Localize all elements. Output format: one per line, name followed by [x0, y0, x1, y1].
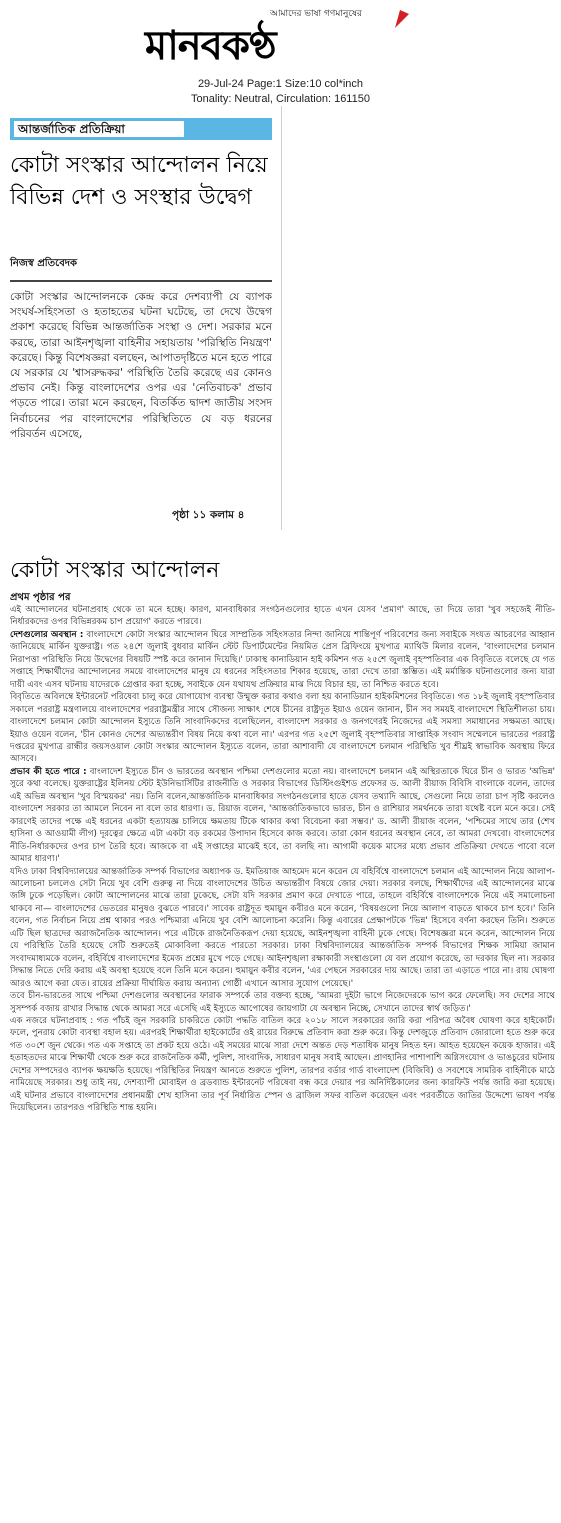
continuation-headline: কোটা সংস্কার আন্দোলন	[10, 558, 220, 583]
body-paragraph	[10, 629, 555, 691]
logo-flag-icon	[392, 8, 412, 30]
masthead	[0, 0, 561, 70]
continuation-label: প্রথম পৃষ্ঠার পর	[10, 592, 71, 603]
newspaper-tagline: আমাদের ভাষা গণমানুষের	[270, 9, 362, 19]
subheading: প্রভাব কী হতে পারে :	[10, 766, 87, 777]
body-paragraph: এই আন্দোলনের ঘটনাপ্রবাহ থেকে তা মনে হচ্ছে। কারণ, মানবাধিকার সংগঠনগুলোর হাতে এখন যেসব 'প্রমাণ' আছে, তা দিয়ে তারা 'খুব সহজেই নীতি-নির্ধারকদের ওপর বিভিন্নরকম চাপ প্রয়োগ' করতে পারবে।	[10, 605, 555, 628]
clipping-edge	[281, 106, 282, 530]
body-paragraph: বিবৃতিতে অবিলম্বে ইন্টারনেট পরিষেবা চালু করে যোগাযোগ ব্যবস্থা উন্মুক্ত করার কথাও বলা হয় কানাডিয়ান হাইকমিশনের বিবৃতিতে। গত ১৮ই জুলাই বৃহস্পতিবার সকালে পররাষ্ট্র মন্ত্রণালয়ে বাংলাদেশের পররাষ্ট্রমন্ত্রীর সাথে সৌজন্য সাক্ষাৎ শেষে চীনের রাষ্ট্রদূত ইয়াও ওয়েন জানান, চীন সব সময়ই বাংলাদেশে স্থিতিশীলতা চায়। বাংলাদেশে চলমান কোটা আন্দোলন ইস্যুতে তিনি সাংবাদিকদের বলেছিলেন, বাংলাদেশ সরকার ও জনগণেরই নিজেদের এই সমস্যা সমাধানের সক্ষমতা আছে। ইয়াও ওয়েন বলেন, 'চীন কোনও দেশের অভ্যন্তরীণ বিষয় নিয়ে কথা বলে না।' এরপর গত ২৫শে জুলাই বৃহস্পতিবার সাপ্তাহিক সংবাদ সম্মেলনে ভারতের পররাষ্ট্র দপ্তরের মুখপাত্র রান্ধীর জয়সওয়াল কোটা সংস্কার আন্দোলন ইস্যুতে বলেন, তারা আশাবাদী যে বাংলাদেশে চলমান পরিস্থিতি খুব শীঘ্রই স্বাভাবিক অবস্থায় ফিরে আসবে।	[10, 692, 555, 765]
body-text: বাংলাদেশে কোটা সংস্কার আন্দোলন ঘিরে সাম্প্রতিক সহিংসতার নিন্দা জানিয়ে শান্তিপূর্ণ পরিবেশের জন্য সবাইকে সংযত আচরণের আহ্বান জানিয়েছে মার্কিন যুক্তরাষ্ট্র। গত ২৪শে জুলাই বুধবার মার্কিন স্টেট ডিপার্টমেন্টের নিয়মিত প্রেস ব্রিফিংয়ে মুখপাত্র ম্যাথিউ মিলার বলেন, 'বাংলাদেশের চলমান নিরাপত্তা পরিস্থিতি নিয়ে উদ্বেগের বিষয়টি স্পষ্ট করে জানান দিয়েছি।' ঢাকাস্থ কানাডিয়ান হাই কমিশন গত ২৫শে জুলাই বৃহস্পতিবার এক বিবৃতিতে বলেছে যে গত সপ্তাহে শিক্ষার্থীদের আন্দোলনের সময়ে বাংলাদেশের মানুষ যে ধরনের সহিংসতার শিকার হয়েছে, তারা দেখে তারা স্তম্ভিত। এই মর্মান্তিক ঘটনাগুলোর জন্য যারা দায়ী এবং এসব ঘটনায় যাদেরকে গ্রেপ্তার করা হচ্ছে, সবাইকে যেন যথাযথ প্রক্রিয়ার মাঝ দিয়ে বিচার হয়, তা নিশ্চিত করতে হবে।	[10, 629, 555, 690]
body-paragraph	[10, 766, 555, 866]
body-text: বাংলাদেশ ইস্যুতে চীন ও ভারতের অবস্থান পশ্চিমা দেশগুলোর মতো নয়। বাংলাদেশে চলমান এই অস্থিরতাকে ঘিরে চীন ও ভারত 'অভিন্ন' সুরে কথা বলেছে। যুক্তরাষ্ট্রের ইলিনয় স্টেট ইউনিভার্সিটির রাজনীতি ও সরকার বিভাগের ডিস্টিংগুইশড প্রফেসর ড. আলী রীয়াজ বিবিসি বাংলাকে বলেন, তাদের এই অভিন্ন অবস্থান 'খুব বিস্ময়কর' নয়। তিনি বলেন,আন্তর্জাতিক মানবাধিকার সংগঠনগুলোর হাতে যেসব তথ্যাদি আছে, সেগুলো নিয়ে তারা চাপ সৃষ্টি করলেও বাংলাদেশ সরকার তা আমলে নিবেন না বলে তার ধারণা। ড. রিয়াজ বলেন, 'আন্তর্জাতিকভাবে ভারত, চীন ও রাশিয়ার সমর্থনকে তারা যথেষ্ট বলে মনে করে। সেই কারণেই তাদের পক্ষে এই ধরনের একটা হত্যাযজ্ঞ চালিয়ে ক্ষমতায় টিকে থাকার কথা বিবেচনা করা সম্ভব।' ড. আলী রীয়াজ বলেন, 'পশ্চিমের সাথে তার (শেখ হাসিনা ও আওয়ামী লীগ) দূরত্বের ক্ষেত্রে এটা একটা বড় রকমের উপাদান হিসেবে কাজ করবে। তারা কোন ধরনের অবস্থান নেবে, তা আমরা দেখবো। বাংলাদেশের নীতি-নির্ধারকদের ওপর চাপ তৈরি হবে। আজকে বা এই সপ্তাহের মাঝেই হবে, তা বলছি না। আগামী কয়েক মাসের মধ্যে প্রভাব প্রতিক্রিয়া দেখতে পাবো বলে আমার ধারণা।'	[10, 766, 555, 865]
clipping-meta-date-size: 29-Jul-24 Page:1 Size:10 col*inch	[197, 78, 364, 90]
article-byline: নিজস্ব প্রতিবেদক	[10, 258, 78, 269]
section-label: আন্তর্জাতিক প্রতিক্রিয়া	[14, 121, 184, 137]
article-headline: কোটা সংস্কার আন্দোলন নিয়ে বিভিন্ন দেশ ও সংস্থার উদ্বেগ	[10, 153, 268, 210]
body-paragraph: তবে চীন-ভারতের সাথে পশ্চিমা দেশগুলোর অবস্থানের ফারাক সম্পর্কে তার বক্তব্য হচ্ছে, 'আমরা দুইটা ভাগে নিজেদেরকে ভাগ করে ফেলেছি। সব দেশের সাথে সুসম্পর্ক বজায় রাখার সিদ্ধান্ত থেকে আমরা সরে এসেছি এই ইস্যুতে আপোষের জায়গাটা যে অবস্থান নিচ্ছে, সেখানে তাদের স্বার্থ জড়িত।'	[10, 991, 555, 1014]
newspaper-logo: মানবকণ্ঠ	[145, 23, 276, 69]
article-lead-text: কোটা সংস্কার আন্দোলনকে কেন্দ্র করে দেশব্যাপী যে ব্যাপক সংঘর্ষ-সহিংসতা ও হতাহতের ঘটনা ঘটেছে, তা দেখে উদ্বেগ প্রকাশ করেছে বিভিন্ন আন্তর্জাতিক সংস্থা ও দেশ। সরকার মনে করছে, তারা আইনশৃঙ্খলা বাহিনীর সহায়তায় 'পরিস্থিতি নিয়ন্ত্রণ' করেছে। কিন্তু বিশেষজ্ঞরা বলছেন, আপাতদৃষ্টিতে মনে হতে পারে যে সরকার যে 'শ্বাসরুদ্ধকর' পরিস্থিতি তৈরি করেছে এর কোনও প্রভাব নেই। কিন্তু বাংলাদেশের ওপর এর 'নেতিবাচক' প্রভাব পড়তে পারে। তারা মনে করছেন, বিতর্কিত দ্বাদশ জাতীয় সংসদ নির্বাচনের পর বাংলাদেশের পরিস্থিতিতে যে বড় ধরনের পরিবর্তন এসেছে,	[10, 291, 272, 440]
body-paragraph: এক নজরে ঘটনাপ্রবাহ : গত পাঁচই জুন সরকারি চাকরিতে কোটা পদ্ধতি বাতিল করে ২০১৮ সালে সরকারের জারি করা পরিপত্র অবৈধ ঘোষণা করে হাইকোর্ট। ফলে, পুনরায় কোটা ব্যবস্থা বহাল হয়। এরপরই শিক্ষার্থীরা হাইকোর্টের ওই রায়ের বিরুদ্ধে প্রতিবাদ করা শুরু করে। কিন্তু দেশজুড়ে প্রতিবাদ জোরালো হতে শুরু করে গত ৩০শে জুন থেকে। গত এক সপ্তাহে তা প্রকট হয়ে ওঠে। এই সময়ের মাঝে সারা দেশে অন্তত দেড় শতাধিক মানুষ নিহত হন। আহত হয়েছেন কয়েক হাজার। এই হতাহতদের মাঝে শিক্ষার্থী থেকে শুরু করে রাজনৈতিক কর্মী, পুলিশ, সাংবাদিক, সাধারণ মানুষ সবাই আছেন। প্রাণহানির পাশাপাশি অগ্নিসংযোগ ও ভাঙচুরের ঘটনায় দেশের সম্পদেরও ব্যাপক ক্ষয়ক্ষতি হয়েছে। পরিস্থিতির নিয়ন্ত্রণ আনতে শুরুতে পুলিশ, তারপর বর্ডার গার্ড বাংলাদেশ (বিজিবি) ও সবশেষে সামরিক বাহিনীকে মাঠে নামিয়েছে সরকার। শুধু তাই নয়, দেশব্যাপী মোবাইল ও ব্রডব্যান্ড ইন্টারনেট পরিষেবা বন্ধ করে দেয়ার পর অনির্দিষ্টকালের জন্য কারফিউ পর্যন্ত জারি করা হয়েছে। এই ঘটনার প্রভাবে বাংলাদেশের প্রধানমন্ত্রী শেখ হাসিনা তার পূর্ব নির্ধারিত স্পেন ও ব্রাজিল সফর বাতিল করেছেন এবং পরবর্তীতে জাতির উদ্দেশ্যে ভাষণ পর্যন্ত দিয়েছিলেন। তারপরও পরিস্থিতি শান্ত হয়নি।	[10, 1015, 555, 1114]
article-jump-reference: পৃষ্ঠা ১১ কলাম ৪	[172, 509, 245, 521]
section-label-bar	[10, 118, 272, 140]
body-paragraph: যদিও ঢাকা বিশ্ববিদ্যালয়ের আন্তর্জাতিক সম্পর্ক বিভাগের অধ্যাপক ড. ইমতিয়াজ আহমেদ মনে করেন যে বহির্বিশ্বে বাংলাদেশে চলমান এই আন্দোলন নিয়ে আলাপ-আলোচনা চললেও সেটা নিয়ে খুব বেশি গুরুত্ব না দিয়ে বাংলাদেশের উচিত অভ্যন্তরীণ বিষয়ে জোর দেয়া। সরকার বলছে, শিক্ষার্থীদের এই আন্দোলনের মাঝে জঙ্গি ঢুকে পড়েছিল। কোটা আন্দোলনের মাঝে তারা ঢুকেছে, সেটা যদি সরকার প্রমাণ করে দেখাতে পারে, তাহলে বহির্বিশ্বে বাংলাদেশকে নিয়ে এই সমালোচনা থাকবে না— বাংলাদেশের ভেতরের মানুষও বুঝতে পারবে।' সাবেক রাষ্ট্রদূত হুমায়ুন কবীরও মনে করেন, 'বিষয়গুলো নিয়ে আলাপ বাড়তে থাকবে চাপ হবে।' তিনি বলেন, গত নির্বাচন নিয়ে প্রশ্ন থাকার পরও পশ্চিমারা এনিয়ে খুব বেশি আলোচনা করেনি। কিন্তু এবারের প্রেক্ষাপটকে 'ভিন্ন' হিসেবে বর্ণনা করছেন তিনি। শুরুতে এটি ছিল ছাত্রদের অরাজনৈতিক আন্দোলন। পরে এটিকে রাজনৈতিকরূপ দেয়া হয়েছে, আইনশৃঙ্খলা বাহিনী ঢুকে গেছে। বিশেষজ্ঞরা মনে করেন, আন্দোলন নিয়ে যে পরিস্থিতি তৈরি হয়েছে সেটি শুরুতেই মোকাবিলা করতে পারতো সরকার। ঢাকা বিশ্ববিদ্যালয়ের আন্তর্জাতিক সম্পর্ক বিভাগের শিক্ষক সামিয়া জামান সংবাদমাধ্যমকে বলেন, বহির্বিশ্বে বাংলাদেশের ইমেজ প্রশ্নের মুখে পড়ে গেছে। আইনশৃঙ্খলা রক্ষাকারী সংস্থাগুলো যে বল প্রয়োগ করেছে, তা দরকার ছিল না। সরকার সিদ্ধান্ত নিতে দেরি করায় এই অবস্থা হয়েছে বলে তিনি মনে করেন। হুমায়ুন কবীর বলেন, 'এর পেছনে সরকারের দায় আছে। তারা তা এড়াতে পারে না। রায় ঘোষণা আরও আগে করা যেত। রায়ের প্রক্রিয়া দীর্ঘায়িত করায় অন্যান্য গোষ্ঠী এখানে আসার সুযোগ পেয়েছে।'	[10, 866, 555, 989]
clipping-meta-tonality: Tonality: Neutral, Circulation: 161150	[191, 93, 370, 105]
subheading: দেশগুলোর অবস্থান :	[10, 629, 84, 640]
continuation-body	[10, 604, 555, 1516]
byline-divider	[10, 280, 272, 282]
